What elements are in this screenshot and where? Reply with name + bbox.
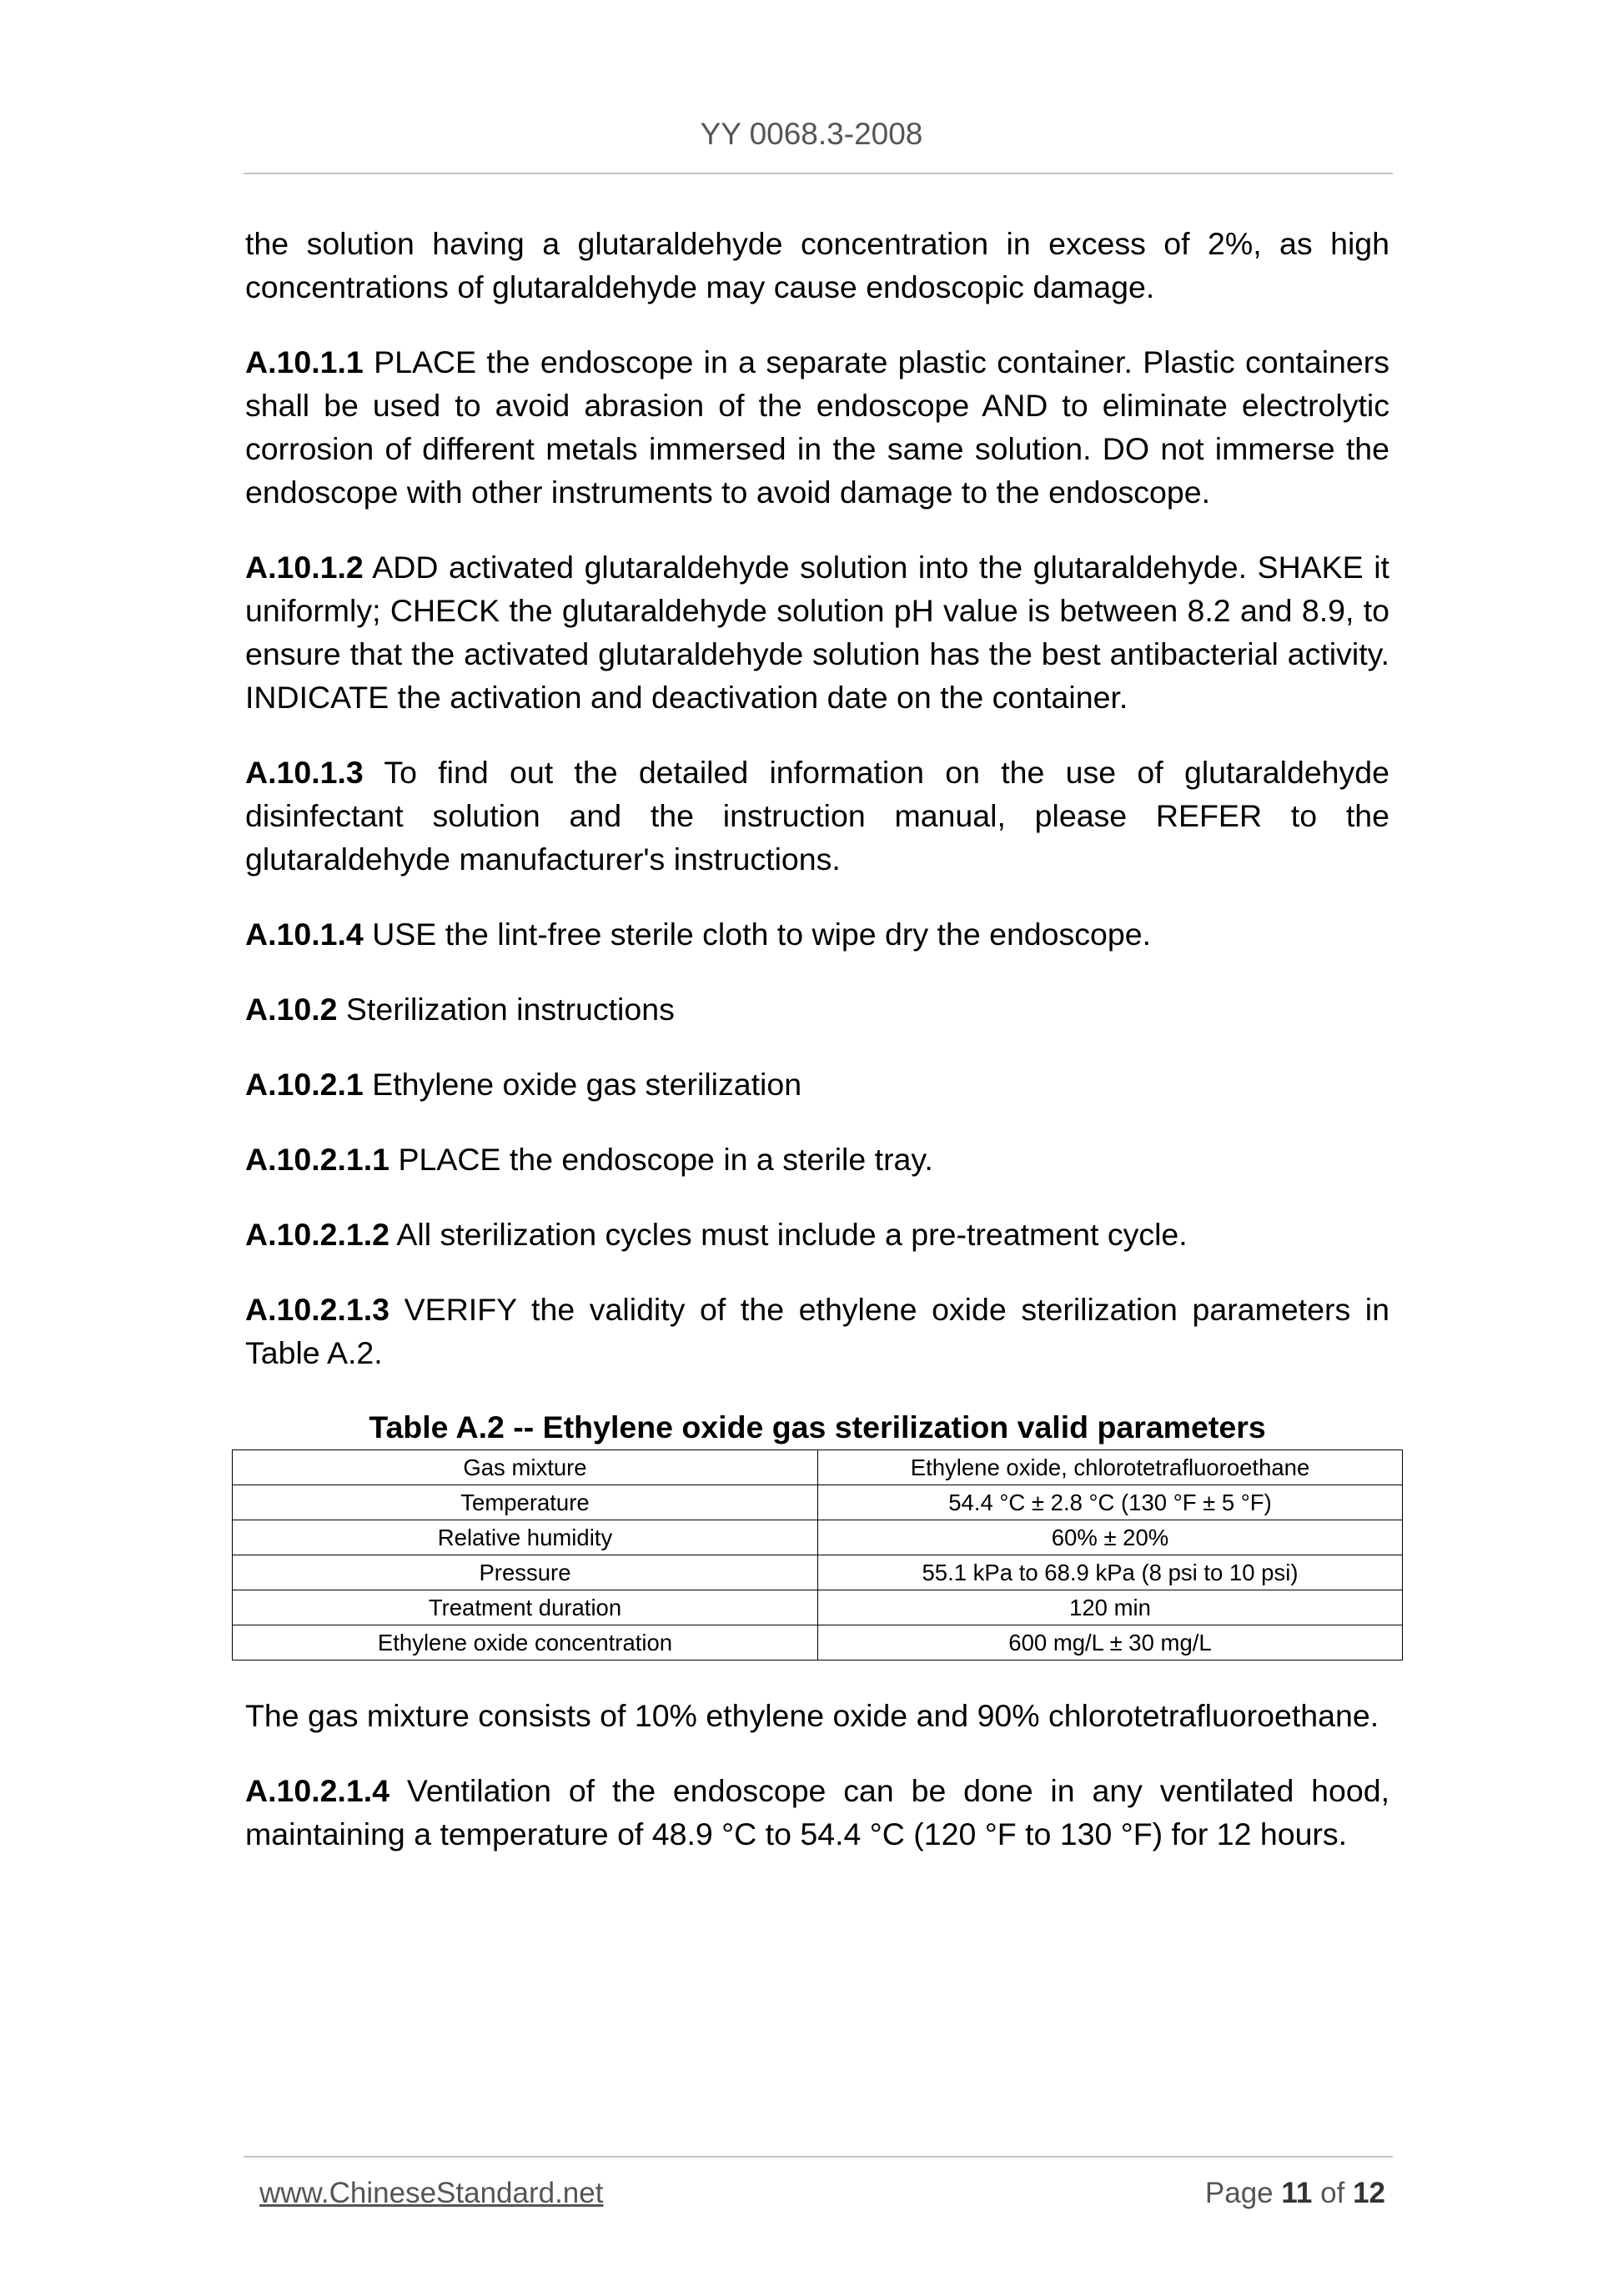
sterilization-parameters-table bbox=[232, 1449, 1403, 1660]
parameter-value-cell: 55.1 kPa to 68.9 kPa (8 psi to 10 psi) bbox=[818, 1555, 1403, 1590]
paragraph-text: the solution having a glutaraldehyde concentration in excess of 2%, as high concentrations of glutaraldehyde may cause endoscopic damage. bbox=[245, 226, 1389, 304]
paragraph bbox=[245, 222, 1389, 309]
paragraph bbox=[245, 340, 1389, 514]
table-row bbox=[233, 1590, 1403, 1625]
table-row bbox=[233, 1555, 1403, 1590]
clause-number: A.10.2.1.4 bbox=[245, 1773, 390, 1808]
paragraph-text: Sterilization instructions bbox=[345, 992, 675, 1027]
paragraph-text: Ventilation of the endoscope can be done in any ventilated hood, maintaining a temperature of 48.9 °C to 54.4 °C (120 °F to 130 °F) for 12 hours. bbox=[245, 1773, 1390, 1851]
page-label: Page bbox=[1204, 2177, 1274, 2209]
paragraph bbox=[245, 751, 1389, 881]
clause-number: A.10.2.1 bbox=[245, 1067, 364, 1102]
parameter-name-cell: Relative humidity bbox=[233, 1520, 818, 1555]
paragraph-text: Ethylene oxide gas sterilization bbox=[372, 1067, 802, 1102]
paragraph-text: VERIFY the validity of the ethylene oxide sterilization parameters in Table A.2. bbox=[245, 1292, 1389, 1370]
clause-number: A.10.1.4 bbox=[245, 917, 364, 952]
table-caption: Table A.2 -- Ethylene oxide gas sterilization valid parameters bbox=[369, 1409, 1266, 1444]
table-row bbox=[233, 1625, 1403, 1660]
document-body bbox=[245, 222, 1389, 1887]
paragraph bbox=[245, 1063, 1389, 1106]
parameter-name-cell: Temperature bbox=[233, 1485, 818, 1520]
paragraph-text: PLACE the endoscope in a separate plastic container. Plastic containers shall be used to avoid abrasion of the endoscope AND to eliminate electrolytic corrosion of different metals immersed in the same solution. DO not immerse the endoscope with other instruments to avoid damage to the endoscope. bbox=[245, 344, 1389, 510]
clause-number: A.10.2.1.3 bbox=[245, 1292, 390, 1327]
document-header-title: YY 0068.3-2008 bbox=[700, 117, 923, 151]
parameter-name-cell: Pressure bbox=[233, 1555, 818, 1590]
parameter-value-cell: 60% ± 20% bbox=[818, 1520, 1403, 1555]
table-row bbox=[233, 1520, 1403, 1555]
paragraph bbox=[245, 1138, 1389, 1181]
parameter-name-cell: Gas mixture bbox=[233, 1450, 818, 1485]
total-pages: 12 bbox=[1353, 2177, 1385, 2209]
paragraph bbox=[245, 912, 1389, 956]
paragraph bbox=[245, 987, 1389, 1031]
of-label: of bbox=[1320, 2177, 1345, 2209]
header-divider bbox=[244, 173, 1393, 174]
clause-number: A.10.1.2 bbox=[245, 550, 364, 585]
paragraphs-after-table bbox=[245, 1694, 1389, 1856]
parameter-value-cell: 600 mg/L ± 30 mg/L bbox=[818, 1625, 1403, 1660]
parameter-value-cell: 120 min bbox=[818, 1590, 1403, 1625]
paragraph bbox=[245, 1769, 1389, 1856]
clause-number: A.10.1.3 bbox=[245, 755, 364, 790]
clause-number: A.10.2 bbox=[245, 992, 338, 1027]
paragraphs-before-table bbox=[245, 222, 1389, 1374]
paragraph-text: ADD activated glutaraldehyde solution into the glutaraldehyde. SHAKE it uniformly; CHECK the glutaraldehyde solution pH value is between 8.2 and 8.9, to ensure that the activated glutaraldehyde solution has the best antibacterial activity. INDICATE the activation and deactivation date on the container. bbox=[245, 550, 1389, 715]
paragraph bbox=[245, 1213, 1389, 1256]
paragraph-text: To find out the detailed information on the use of glutaraldehyde disinfectant solution and the instruction manual, please REFER to the glutaraldehyde manufacturer's instructions. bbox=[245, 755, 1389, 877]
table-row bbox=[233, 1485, 1403, 1520]
paragraph bbox=[245, 1288, 1389, 1374]
parameter-name-cell: Ethylene oxide concentration bbox=[233, 1625, 818, 1660]
website-link[interactable]: www.ChineseStandard.net bbox=[259, 2177, 604, 2209]
paragraph-text: The gas mixture consists of 10% ethylene oxide and 90% chlorotetrafluoroethane. bbox=[245, 1698, 1379, 1733]
footer-divider bbox=[244, 2156, 1393, 2158]
parameter-value-cell: Ethylene oxide, chlorotetrafluoroethane bbox=[818, 1450, 1403, 1485]
clause-number: A.10.2.1.1 bbox=[245, 1142, 390, 1177]
parameter-value-cell: 54.4 °C ± 2.8 °C (130 °F ± 5 °F) bbox=[818, 1485, 1403, 1520]
page-indicator bbox=[1205, 2177, 1385, 2210]
paragraph-text: USE the lint-free sterile cloth to wipe dry the endoscope. bbox=[372, 917, 1152, 952]
clause-number: A.10.1.1 bbox=[245, 344, 364, 379]
paragraph bbox=[245, 1694, 1389, 1737]
paragraph bbox=[245, 545, 1389, 719]
current-page-number: 11 bbox=[1281, 2177, 1313, 2209]
paragraph-text: PLACE the endoscope in a sterile tray. bbox=[398, 1142, 933, 1177]
clause-number: A.10.2.1.2 bbox=[245, 1217, 390, 1252]
paragraph-text: All sterilization cycles must include a pre-treatment cycle. bbox=[396, 1217, 1188, 1252]
parameter-name-cell: Treatment duration bbox=[233, 1590, 818, 1625]
table-row bbox=[233, 1450, 1403, 1485]
